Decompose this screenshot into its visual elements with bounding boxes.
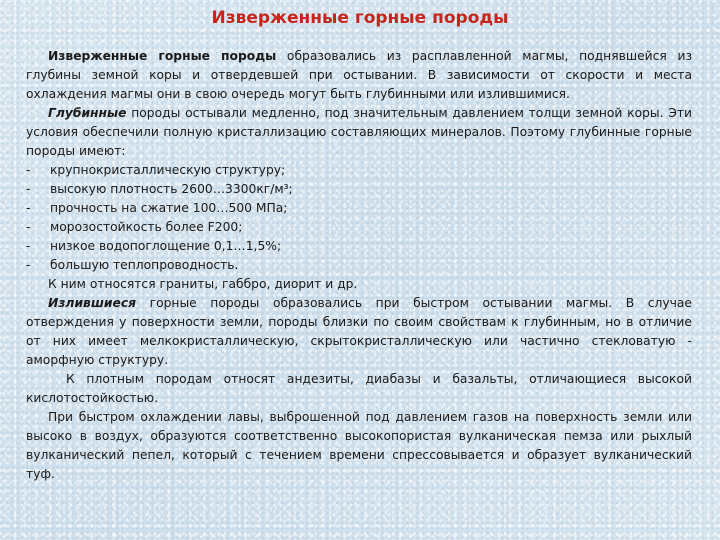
effusive-rocks-term: Излившиеся: [48, 296, 137, 310]
slide-title: Изверженные горные породы: [211, 8, 509, 28]
list-item: [26, 199, 692, 218]
list-dash: -: [26, 220, 31, 234]
properties-list: [26, 161, 692, 275]
slide-body: [26, 47, 692, 484]
effusive-rocks-text: горные породы образовались при быстром остывании магмы. В случае отверждения у поверхности земли, породы близки по своим свойствам к глубинным, но в отличие от них имеет мелкокристаллическую, скрытокристаллическую или частично стекловатую - аморфную структуру.: [26, 296, 692, 367]
lava-cooling-paragraph: При быстром охлаждении лавы, выброшенной под давлением газов на поверхность земли или высоко в воздух, образуются соответственно высокопористая вулканическая пемза или рыхлый вулканический пепел, который с течением времени спрессовывается и образует вулканический туф.: [26, 410, 692, 481]
list-dash: -: [26, 163, 31, 177]
list-item: [26, 256, 692, 275]
dense-rocks-paragraph: К плотным породам относят андезиты, диабазы и базальты, отличающиеся высокой кислотостойкостью.: [26, 372, 692, 405]
list-item-text: высокую плотность 2600…3300кг/м³;: [50, 182, 293, 196]
list-dash: -: [26, 182, 31, 196]
deep-rocks-term: Глубинные: [48, 106, 127, 120]
list-item-text: низкое водопоглощение 0,1…1,5%;: [50, 239, 282, 253]
intro-lead-term: Изверженные горные породы: [48, 49, 277, 63]
effusive-rocks-paragraph: [26, 294, 692, 370]
deep-rocks-paragraph: [26, 104, 692, 161]
list-item-text: прочность на сжатие 100…500 МПа;: [50, 201, 288, 215]
list-item: [26, 180, 692, 199]
list-item-text: крупнокристаллическую структуру;: [50, 163, 286, 177]
intro-text: образовались из расплавленной магмы, поднявшейся из глубины земной коры и отвердевшей при остывании. В зависимости от скорости и места охлаждения магмы они в свою очередь могут быть глубинными или излившимися.: [26, 49, 692, 101]
intro-paragraph: [26, 47, 692, 104]
list-dash: -: [26, 201, 31, 215]
list-item: [26, 218, 692, 237]
list-item: [26, 161, 692, 180]
list-item-text: морозостойкость более F200;: [50, 220, 243, 234]
list-dash: -: [26, 258, 31, 272]
examples-line: К ним относятся граниты, габбро, диорит и др.: [48, 277, 358, 291]
deep-rocks-text: породы остывали медленно, под значительным давлением толщи земной коры. Эти условия обеспечили полную кристаллизацию составляющих минералов. Поэтому глубинные горные породы имеют:: [26, 106, 692, 158]
list-item-text: большую теплопроводность.: [50, 258, 239, 272]
list-item: [26, 237, 692, 256]
list-dash: -: [26, 239, 31, 253]
